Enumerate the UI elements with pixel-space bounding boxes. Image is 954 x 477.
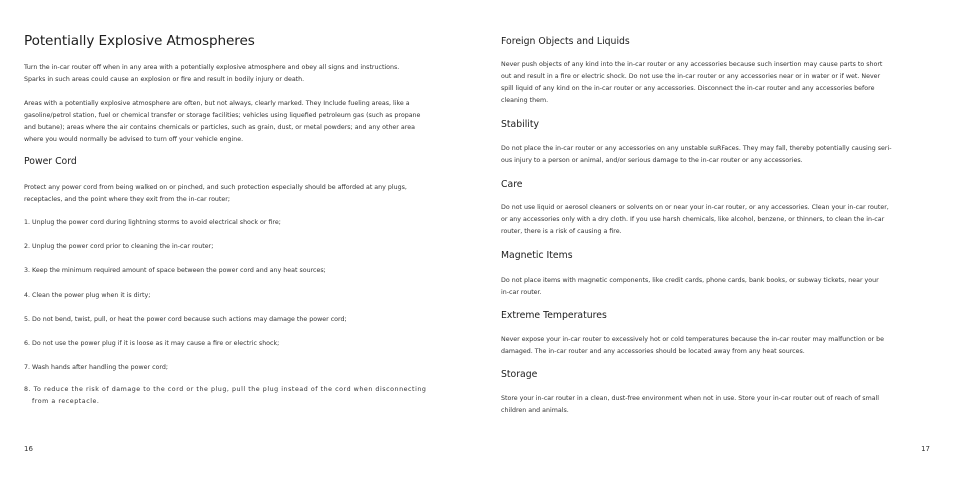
care-heading: Care — [501, 179, 523, 190]
power-cord-heading: Power Cord — [24, 156, 77, 167]
power-cord-paragraph: Protect any power cord from being walked on or pinched, and such protection especially should be afforded at any plugs, receptacles, and the point where they exit from the in-car router; — [24, 184, 407, 203]
page-number-left: 16 — [24, 445, 33, 453]
list-item: 4. Clean the power plug when it is dirty; — [24, 292, 151, 299]
magnetic-items-paragraph: Do not place items with magnetic components, like credit cards, phone cards, bank books, or subway tickets, near your in-car router. — [501, 277, 879, 296]
storage-paragraph: Store your in-car router in a clean, dust-free environment when not in use. Store your in-car router out of reach of small children and animals. — [501, 395, 880, 414]
storage-heading: Storage — [501, 369, 538, 380]
list-item: 6. Do not use the power plug if it is loose as it may cause a fire or electric shock; — [24, 340, 280, 347]
right-page — [501, 0, 930, 477]
foreign-objects-heading: Foreign Objects and Liquids — [501, 36, 630, 47]
care-paragraph: Do not use liquid or aerosol cleaners or solvents on or near your in-car router, or any accessories. Clean your in-car router, or any accessories only with a dry cloth. If you use harsh chemicals, like alcohol, benzene, or thinners, to clean the in-car router, there is a risk of causing a fire. — [501, 204, 889, 235]
list-item: 5. Do not bend, twist, pull, or heat the power cord because such actions may damage the power cord; — [24, 316, 347, 323]
list-item: 1. Unplug the power cord during lightning storms to avoid electrical shock or fire; — [24, 219, 281, 226]
extreme-temperatures-heading: Extreme Temperatures — [501, 310, 607, 321]
list-item: 2. Unplug the power cord prior to cleaning the in-car router; — [24, 243, 214, 250]
page-title: Potentially Explosive Atmospheres — [24, 33, 255, 49]
explosive-paragraph-1: Turn the in-car router off when in any area with a potentially explosive atmosphere and obey all signs and instructions. Sparks in such areas could cause an explosion or fire and result in bodily injury or death. — [24, 64, 400, 83]
foreign-objects-paragraph: Never push objects of any kind into the in-car router or any accessories because such insertion may cause parts to short out and result in a fire or electric shock. Do not use the in-car router or any accessories near or in water or if wet. Never spill liquid of any kind on the in-car router or any accessories. Disconnect the in-car router and any accessories before cleaning them. — [501, 61, 883, 104]
magnetic-items-heading: Magnetic Items — [501, 250, 573, 261]
explosive-paragraph-2: Areas with a potentially explosive atmosphere are often, but not always, clearly marked. They Include fueling areas, like a gasoline/petrol station, fuel or chemical transfer or storage facilities; vehicles using liquefied petroleum gas (such as propane and butane); areas where the air contains chemicals or particles, such as grain, dust, or metal powders; and any other area where you would normally be advised to turn off your vehicle engine. — [24, 100, 421, 143]
list-item: 3. Keep the minimum required amount of space between the power cord and any heat sources; — [24, 267, 326, 274]
extreme-temperatures-paragraph: Never expose your in-car router to excessively hot or cold temperatures because the in-car router may malfunction or be damaged. The in-car router and any accessories should be located away from any heat sources. — [501, 336, 885, 355]
page-number-right: 17 — [921, 445, 930, 453]
stability-paragraph: Do not place the in-car router or any accessories on any unstable suRFaces. They may fall, thereby potentially causing seri- ous injury to a person or animal, and/or serious damage to the in-car router or any accessories. — [501, 145, 892, 164]
list-item: 7. Wash hands after handling the power cord; — [24, 364, 169, 371]
stability-heading: Stability — [501, 119, 540, 130]
list-item: 8. To reduce the risk of damage to the cord or the plug, pull the plug instead of the cord when disconnecting from a receptacle. — [24, 386, 427, 405]
left-page — [24, 0, 444, 477]
